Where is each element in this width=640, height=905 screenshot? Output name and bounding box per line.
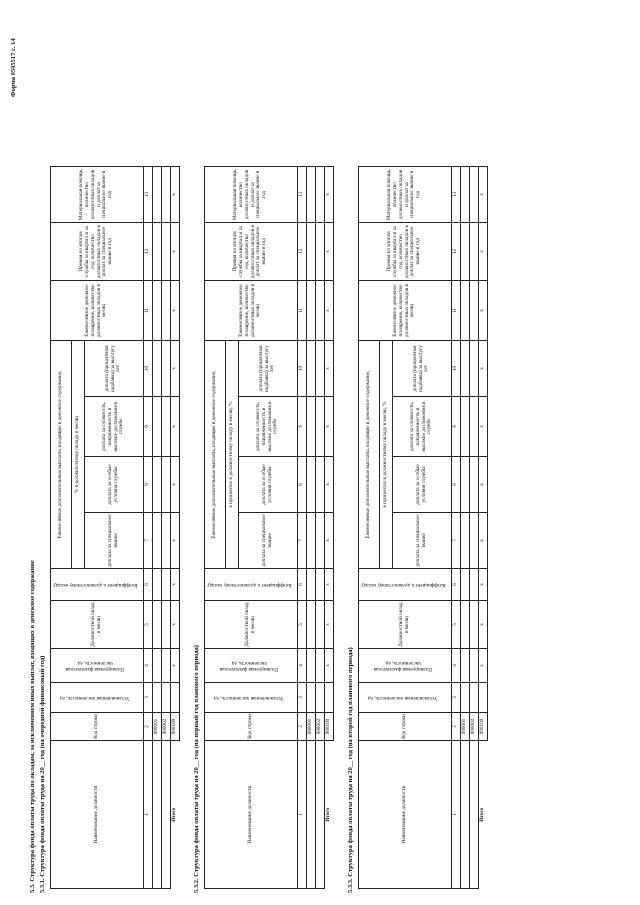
pay-structure-table	[204, 166, 335, 889]
not-applicable-cell: x	[324, 167, 334, 223]
header-length-of-service: доплата (процентная надбавка) за выслугу лет	[84, 341, 143, 397]
header-name: Наименование должности	[50, 741, 143, 889]
data-cell[interactable]	[315, 167, 324, 223]
column-number: 8	[451, 457, 460, 513]
table-block-1	[39, 166, 180, 893]
column-number: 13	[297, 167, 306, 223]
data-cell[interactable]	[460, 397, 469, 457]
total-label: Итого	[325, 807, 332, 822]
data-cell[interactable]	[469, 457, 478, 513]
not-applicable-cell: x	[478, 649, 488, 683]
column-number: 1	[451, 741, 460, 889]
column-number: 6	[297, 569, 306, 601]
table-row	[161, 167, 170, 889]
data-cell[interactable]	[469, 281, 478, 341]
column-number: 9	[143, 397, 152, 457]
data-cell[interactable]	[161, 223, 170, 281]
column-number: 5	[297, 601, 306, 649]
vertical-header-text: Планируемая фактическая численность, ед	[373, 660, 433, 673]
column-number: 4	[143, 649, 152, 683]
position-name-cell[interactable]	[152, 741, 161, 889]
total-value-cell[interactable]	[170, 683, 180, 713]
data-cell[interactable]	[306, 281, 315, 341]
not-applicable-cell: x	[478, 601, 488, 649]
not-applicable-cell: x	[170, 601, 180, 649]
row-code: 000002	[469, 713, 478, 741]
data-cell[interactable]	[469, 167, 478, 223]
vertical-header-text: Коэффициент к должностному окладу	[206, 582, 292, 589]
header-quarterly-premium: Премия по итогам службы за квартал и за год, количество должностных окладов и доплат за специальное звание в год	[358, 223, 451, 281]
header-monthly-sub: % к должностному окладу в месяц	[71, 341, 84, 569]
data-cell[interactable]	[161, 649, 170, 683]
header-established	[358, 683, 451, 713]
table-heading: 5.3.2. Структура фонда оплаты труда на 20__ год (на первый год планового периода)	[193, 645, 200, 893]
header-special-rank: доплата за специальное звание	[392, 513, 451, 569]
header-monthly-group: Ежемесячные дополнительные выплаты, входящие в денежное содержание,	[50, 341, 71, 569]
header-established	[50, 683, 143, 713]
column-number: 4	[297, 649, 306, 683]
data-cell[interactable]	[161, 341, 170, 397]
header-special-conditions: доплата за особые условия службы	[392, 457, 451, 513]
not-applicable-cell: x	[170, 457, 180, 513]
data-cell[interactable]	[161, 167, 170, 223]
total-row	[170, 167, 180, 889]
data-cell[interactable]	[306, 223, 315, 281]
not-applicable-cell: x	[478, 513, 488, 569]
column-number: 7	[143, 513, 152, 569]
header-code: Код строки	[358, 713, 451, 741]
header-quarterly-premium: Премия по итогам службы за квартал и за год, количество должностных окладов и доплат за специальное звание в год	[50, 223, 143, 281]
not-applicable-cell: x	[478, 341, 488, 397]
data-cell[interactable]	[315, 569, 324, 601]
data-cell[interactable]	[469, 513, 478, 569]
header-established	[204, 683, 297, 713]
data-cell[interactable]	[460, 649, 469, 683]
data-cell[interactable]	[152, 341, 161, 397]
not-applicable-cell: x	[478, 167, 488, 223]
header-name: Наименование должности	[358, 741, 451, 889]
data-cell[interactable]	[161, 281, 170, 341]
header-monthly-bonus: Ежемесячное денежное поощрение, количество должностных окладов в месяц	[204, 281, 297, 341]
header-special-rank: доплата за специальное звание	[84, 513, 143, 569]
data-cell[interactable]	[315, 457, 324, 513]
header-monthly-sub: в процентах к должностному окладу в месяц, %	[379, 341, 392, 569]
column-number: 12	[297, 223, 306, 281]
column-number: 11	[297, 281, 306, 341]
column-numbers-row	[451, 167, 460, 889]
column-number: 13	[451, 167, 460, 223]
not-applicable-cell: x	[478, 457, 488, 513]
data-cell[interactable]	[469, 569, 478, 601]
column-number: 11	[143, 281, 152, 341]
table-row	[152, 167, 161, 889]
not-applicable-cell: x	[478, 223, 488, 281]
not-applicable-cell: x	[170, 569, 180, 601]
header-special-conditions: доплата за особые условия службы	[84, 457, 143, 513]
position-name-cell[interactable]	[161, 741, 170, 889]
total-code: 900100	[170, 713, 180, 741]
position-name-cell[interactable]	[315, 741, 324, 889]
data-cell[interactable]	[469, 397, 478, 457]
header-monthly-group: Ежемесячные дополнительные выплаты, входящие в денежное содержание,	[204, 341, 225, 569]
vertical-header-text: Установленная численность, ед	[214, 695, 284, 702]
header-code: Код строки	[204, 713, 297, 741]
column-number: 12	[451, 223, 460, 281]
column-number: 11	[451, 281, 460, 341]
row-code: 000002	[161, 713, 170, 741]
column-number: 10	[451, 341, 460, 397]
not-applicable-cell: x	[324, 649, 334, 683]
data-cell[interactable]	[152, 167, 161, 223]
total-label: Итого	[171, 807, 178, 822]
data-cell[interactable]	[460, 569, 469, 601]
header-material-aid: Материальная помощь, количество должностных окладов и доплат за специальное звание в год	[50, 167, 143, 223]
header-coefficient	[50, 569, 143, 601]
not-applicable-cell: x	[324, 457, 334, 513]
header-monthly-bonus: Ежемесячное денежное поощрение, количество должностных окладов в месяц	[50, 281, 143, 341]
header-material-aid: Материальная помощь, количество должностных окладов и доплат за специальное звание в год	[358, 167, 451, 223]
total-code: 900100	[478, 713, 488, 741]
data-cell[interactable]	[306, 397, 315, 457]
header-monthly-sub: в процентах к должностному окладу в месяц, %	[225, 341, 238, 569]
data-cell[interactable]	[469, 649, 478, 683]
pay-structure-table	[50, 166, 181, 889]
data-cell[interactable]	[315, 223, 324, 281]
not-applicable-cell: x	[478, 397, 488, 457]
header-special-rank: доплата за специальное звание	[238, 513, 297, 569]
header-actual	[358, 649, 451, 683]
column-number: 4	[451, 649, 460, 683]
column-number: 6	[143, 569, 152, 601]
data-cell[interactable]	[161, 397, 170, 457]
column-number: 2	[143, 713, 152, 741]
data-cell[interactable]	[460, 683, 469, 713]
total-row	[324, 167, 334, 889]
table-row	[460, 167, 469, 889]
column-number: 8	[297, 457, 306, 513]
data-cell[interactable]	[306, 683, 315, 713]
column-numbers-row	[297, 167, 306, 889]
data-cell[interactable]	[315, 397, 324, 457]
data-cell[interactable]	[469, 683, 478, 713]
not-applicable-cell: x	[324, 223, 334, 281]
table-block-3	[347, 166, 488, 893]
table-heading: 5.3.1. Структура фонда оплаты труда на 20__ год (на очередной финансовый год)	[39, 655, 46, 893]
data-cell[interactable]	[161, 513, 170, 569]
not-applicable-cell: x	[324, 569, 334, 601]
data-cell[interactable]	[152, 223, 161, 281]
column-number: 5	[451, 601, 460, 649]
data-cell[interactable]	[306, 341, 315, 397]
data-cell[interactable]	[306, 649, 315, 683]
column-number: 2	[451, 713, 460, 741]
data-cell[interactable]	[152, 649, 161, 683]
row-code: 000001	[306, 713, 315, 741]
vertical-header-text: Установленная численность, ед	[368, 695, 438, 702]
data-cell[interactable]	[152, 513, 161, 569]
column-number: 10	[143, 341, 152, 397]
table-row	[306, 167, 315, 889]
data-cell[interactable]	[460, 513, 469, 569]
header-length-of-service: доплата (процентная надбавка) за выслугу лет	[392, 341, 451, 397]
not-applicable-cell: x	[170, 223, 180, 281]
data-cell[interactable]	[161, 683, 170, 713]
table-block-2	[193, 166, 334, 893]
header-salary: Должностной оклад в месяц	[50, 601, 143, 649]
header-monthly-bonus: Ежемесячное денежное поощрение, количество должностных окладов в месяц	[358, 281, 451, 341]
data-cell[interactable]	[460, 223, 469, 281]
header-length-of-service: доплата (процентная надбавка) за выслугу лет	[238, 341, 297, 397]
column-number: 12	[143, 223, 152, 281]
data-cell[interactable]	[315, 601, 324, 649]
data-cell[interactable]	[161, 569, 170, 601]
data-cell[interactable]	[315, 649, 324, 683]
data-cell[interactable]	[306, 513, 315, 569]
header-coefficient	[358, 569, 451, 601]
data-cell[interactable]	[152, 281, 161, 341]
data-cell[interactable]	[306, 569, 315, 601]
section-title: 5.3. Структура фонда оплаты труда по окладам, за исключением иных выплат, входящих в денежное содержание	[29, 560, 36, 893]
not-applicable-cell: x	[324, 601, 334, 649]
header-salary: Должностной оклад в месяц	[358, 601, 451, 649]
not-applicable-cell: x	[478, 569, 488, 601]
data-cell[interactable]	[152, 601, 161, 649]
column-number: 10	[297, 341, 306, 397]
row-code: 000001	[152, 713, 161, 741]
data-cell[interactable]	[161, 601, 170, 649]
not-applicable-cell: x	[170, 513, 180, 569]
pay-structure-table	[358, 166, 489, 889]
total-row	[478, 167, 488, 889]
column-number: 3	[143, 683, 152, 713]
header-complexity: доплата за сложность, напряженность и высокие достижения в службе	[392, 397, 451, 457]
header-special-conditions: доплата за особые условия службы	[238, 457, 297, 513]
column-number: 9	[297, 397, 306, 457]
header-material-aid: Материальная помощь, количество должностных окладов и доплат за специальное звание в год	[204, 167, 297, 223]
data-cell[interactable]	[469, 601, 478, 649]
data-cell[interactable]	[460, 341, 469, 397]
vertical-header-text: Коэффициент к должностному окладу	[52, 582, 138, 589]
data-cell[interactable]	[152, 457, 161, 513]
data-cell[interactable]	[152, 683, 161, 713]
table-row	[315, 167, 324, 889]
header-monthly-group: Ежемесячные дополнительные выплаты, входящие в денежное содержание,	[358, 341, 379, 569]
data-cell[interactable]	[315, 513, 324, 569]
data-cell[interactable]	[469, 223, 478, 281]
total-value-cell[interactable]	[478, 683, 488, 713]
data-cell[interactable]	[460, 281, 469, 341]
header-code: Код строки	[50, 713, 143, 741]
header-name: Наименование должности	[204, 741, 297, 889]
total-value-cell[interactable]	[324, 683, 334, 713]
not-applicable-cell: x	[170, 397, 180, 457]
data-cell[interactable]	[161, 457, 170, 513]
column-number: 3	[451, 683, 460, 713]
data-cell[interactable]	[315, 281, 324, 341]
row-code: 000001	[460, 713, 469, 741]
form-code: Форма 0505517 с. 14	[10, 38, 17, 97]
data-cell[interactable]	[152, 397, 161, 457]
column-number: 9	[451, 397, 460, 457]
column-number: 2	[297, 713, 306, 741]
header-actual	[204, 649, 297, 683]
data-cell[interactable]	[460, 457, 469, 513]
not-applicable-cell: x	[170, 649, 180, 683]
total-label: Итого	[479, 807, 486, 822]
data-cell[interactable]	[469, 341, 478, 397]
header-actual	[50, 649, 143, 683]
data-cell[interactable]	[306, 167, 315, 223]
column-number: 1	[143, 741, 152, 889]
vertical-header-text: Установленная численность, ед	[60, 695, 130, 702]
table-row	[469, 167, 478, 889]
header-complexity: доплата за сложность, напряженность и высокие достижения в службе	[84, 397, 143, 457]
vertical-header-text: Коэффициент к должностному окладу	[360, 582, 446, 589]
not-applicable-cell: x	[324, 397, 334, 457]
data-cell[interactable]	[315, 683, 324, 713]
data-cell[interactable]	[315, 341, 324, 397]
column-number: 1	[297, 741, 306, 889]
column-number: 3	[297, 683, 306, 713]
column-number: 13	[143, 167, 152, 223]
total-code: 900100	[324, 713, 334, 741]
not-applicable-cell: x	[478, 281, 488, 341]
column-number: 6	[451, 569, 460, 601]
not-applicable-cell: x	[324, 341, 334, 397]
table-heading: 5.3.3. Структура фонда оплаты труда на 20__ год (на второй год планового периода)	[347, 647, 354, 893]
data-cell[interactable]	[460, 167, 469, 223]
column-number: 8	[143, 457, 152, 513]
header-complexity: доплата за сложность, напряженность и высокие достижения в службе	[238, 397, 297, 457]
column-number: 5	[143, 601, 152, 649]
not-applicable-cell: x	[170, 167, 180, 223]
not-applicable-cell: x	[324, 513, 334, 569]
row-code: 000002	[315, 713, 324, 741]
position-name-cell[interactable]	[306, 741, 315, 889]
vertical-header-text: Планируемая фактическая численность, ед	[219, 660, 279, 673]
position-name-cell[interactable]	[460, 741, 469, 889]
vertical-header-text: Планируемая фактическая численность, ед	[65, 660, 125, 673]
header-salary: Должностной оклад в месяц	[204, 601, 297, 649]
data-cell[interactable]	[460, 601, 469, 649]
column-number: 7	[451, 513, 460, 569]
header-coefficient	[204, 569, 297, 601]
column-number: 7	[297, 513, 306, 569]
header-quarterly-premium: Премия по итогам службы за квартал и за год, количество должностных окладов и доплат за специальное звание в год	[204, 223, 297, 281]
position-name-cell[interactable]	[469, 741, 478, 889]
data-cell[interactable]	[306, 601, 315, 649]
data-cell[interactable]	[152, 569, 161, 601]
not-applicable-cell: x	[170, 281, 180, 341]
column-numbers-row	[143, 167, 152, 889]
not-applicable-cell: x	[170, 341, 180, 397]
data-cell[interactable]	[306, 457, 315, 513]
not-applicable-cell: x	[324, 281, 334, 341]
